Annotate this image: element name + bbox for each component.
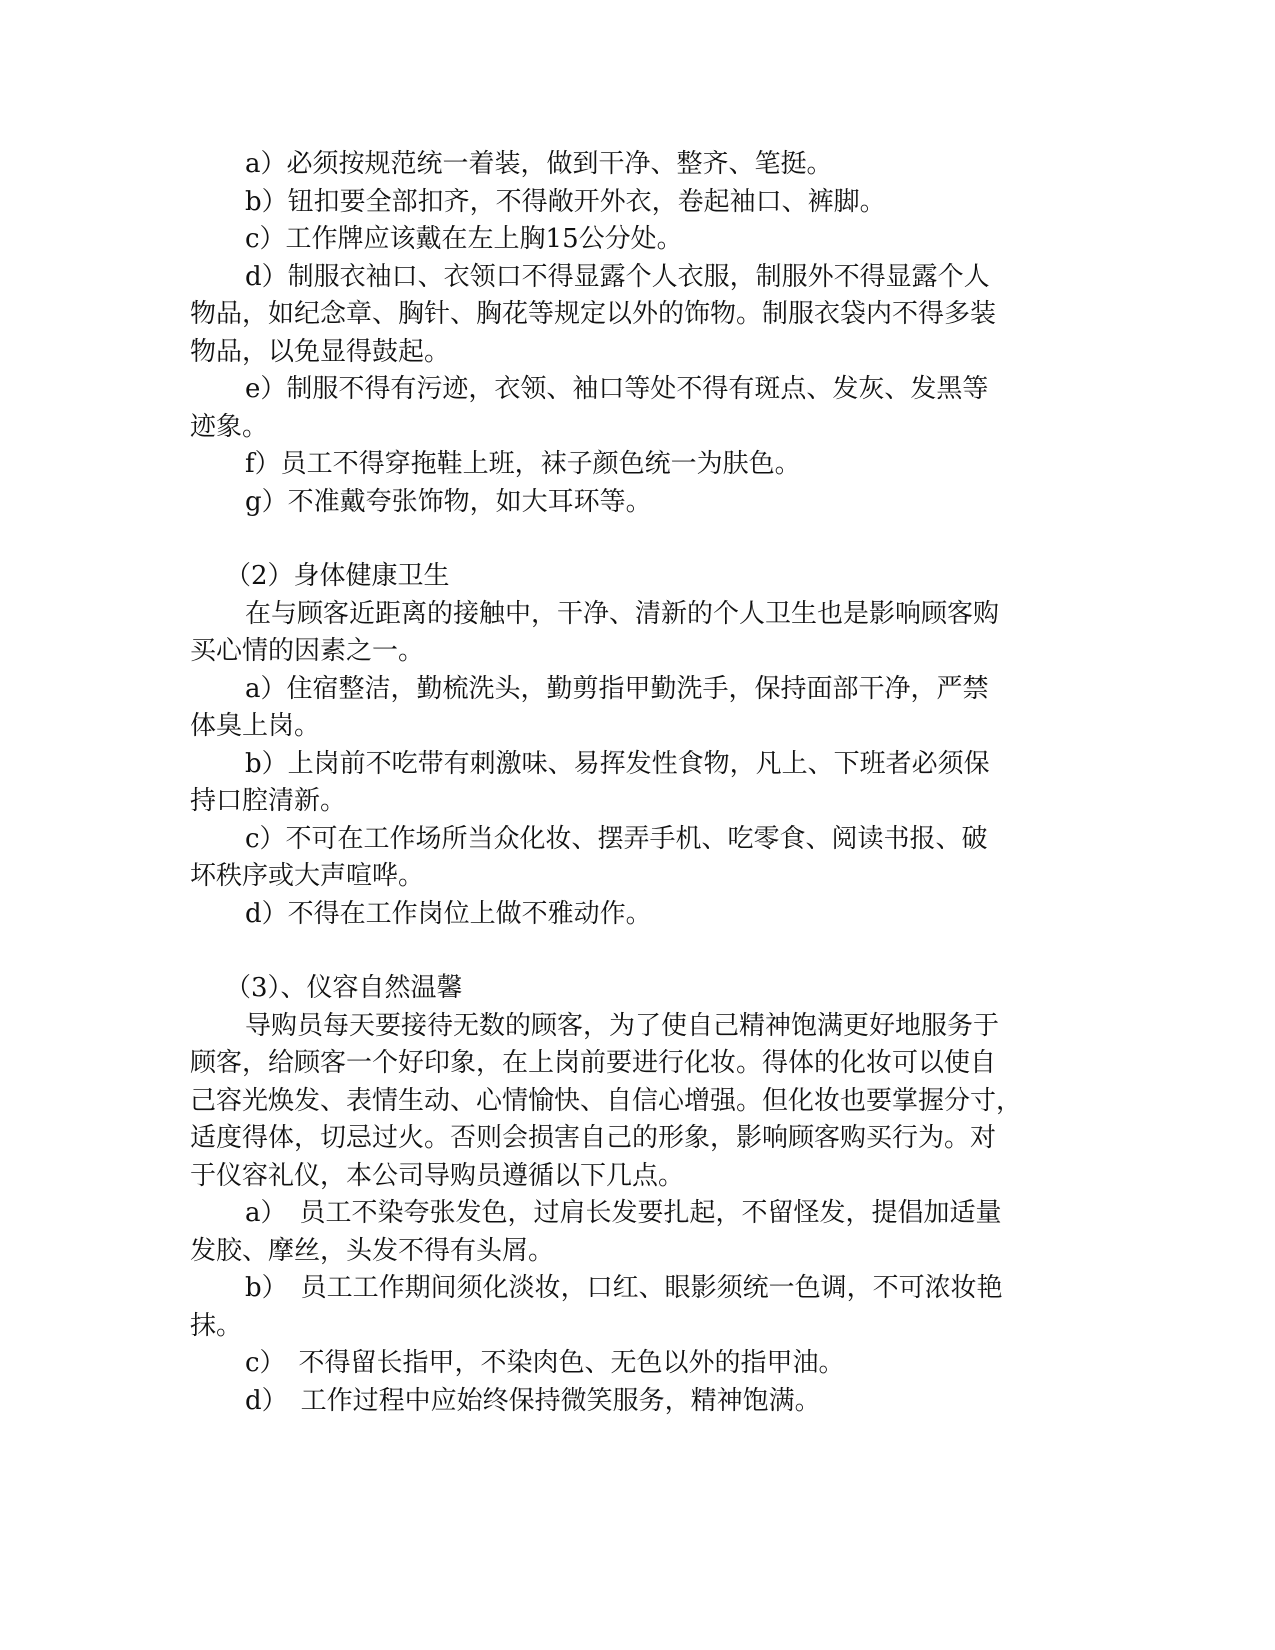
section-spacer — [190, 933, 1090, 970]
rule-item-line: 抹。 — [190, 1310, 243, 1341]
rule-item-line: e）制服不得有污迹，衣领、袖口等处不得有斑点、发灰、发黑等 — [245, 374, 989, 404]
rule-item-line: 持口腔清新。 — [190, 786, 347, 816]
rule-item-line: d） 工作过程中应始终保持微笑服务，精神饱满。 — [245, 1385, 821, 1416]
rule-item-line: g）不准戴夸张饰物，如大耳环等。 — [245, 486, 652, 517]
rule-item-line: d）制服衣袖口、衣领口不得显露个人衣服，制服外不得显露个人 — [245, 261, 990, 292]
intro-line: 在与顾客近距离的接触中，干净、清新的个人卫生也是影响顾客购 — [245, 598, 1000, 629]
rule-item-line: 物品，以免显得鼓起。 — [190, 336, 451, 367]
section-uniform-rules — [190, 146, 1090, 521]
rule-item-line: c） 不得留长指甲，不染肉色、无色以外的指甲油。 — [245, 1348, 845, 1378]
section-appearance — [190, 970, 1090, 1420]
rule-item-line: a）必须按规范统一着装，做到干净、整齐、笔挺。 — [245, 149, 833, 179]
section-heading: （3）、仪容自然温馨 — [225, 973, 463, 1003]
intro-line: 适度得体，切忌过火。否则会损害自己的形象，影响顾客购买行为。对 — [190, 1123, 997, 1153]
section-health-hygiene — [190, 558, 1090, 933]
intro-line: 买心情的因素之一。 — [190, 636, 425, 666]
rule-item-line: a） 员工不染夸张发色，过肩长发要扎起，不留怪发，提倡加适量 — [245, 1198, 1002, 1228]
section-spacer — [190, 521, 1090, 558]
rule-item-line: c）工作牌应该戴在左上胸15公分处。 — [245, 224, 683, 254]
intro-line: 顾客，给顾客一个好印象，在上岗前要进行化妆。得体的化妆可以使自 — [190, 1048, 997, 1078]
rule-item-line: b）钮扣要全部扣齐，不得敞开外衣，卷起袖口、裤脚。 — [245, 186, 886, 217]
rule-item-line: 发胶、摩丝，头发不得有头屑。 — [190, 1235, 555, 1266]
rule-item-line: 体臭上岗。 — [190, 711, 321, 741]
intro-line: 导购员每天要接待无数的顾客，为了使自己精神饱满更好地服务于 — [245, 1010, 1000, 1041]
intro-line: 己容光焕发、表情生动、心情愉快、自信心增强。但化妆也要掌握分寸， — [190, 1085, 1023, 1116]
document-page — [190, 146, 1090, 1420]
rule-item-line: 坏秩序或大声喧哗。 — [190, 861, 425, 891]
rule-item-line: d）不得在工作岗位上做不雅动作。 — [245, 898, 652, 929]
rule-item-line: b）上岗前不吃带有刺激味、易挥发性食物，凡上、下班者必须保 — [245, 748, 990, 779]
rule-item-line: c）不可在工作场所当众化妆、摆弄手机、吃零食、阅读书报、破 — [245, 823, 988, 854]
rule-item-line: 物品，如纪念章、胸针、胸花等规定以外的饰物。制服衣袋内不得多装 — [190, 299, 997, 329]
rule-item-line: b） 员工工作期间须化淡妆，口红、眼影须统一色调，不可浓妆艳 — [245, 1273, 1003, 1303]
rule-item-line: 迹象。 — [190, 411, 269, 442]
intro-line: 于仪容礼仪，本公司导购员遵循以下几点。 — [190, 1160, 685, 1191]
section-heading: （2）身体健康卫生 — [225, 561, 450, 591]
rule-item-line: f）员工不得穿拖鞋上班，袜子颜色统一为肤色。 — [245, 449, 801, 479]
rule-item-line: a）住宿整洁，勤梳洗头，勤剪指甲勤洗手，保持面部干净，严禁 — [245, 673, 989, 704]
